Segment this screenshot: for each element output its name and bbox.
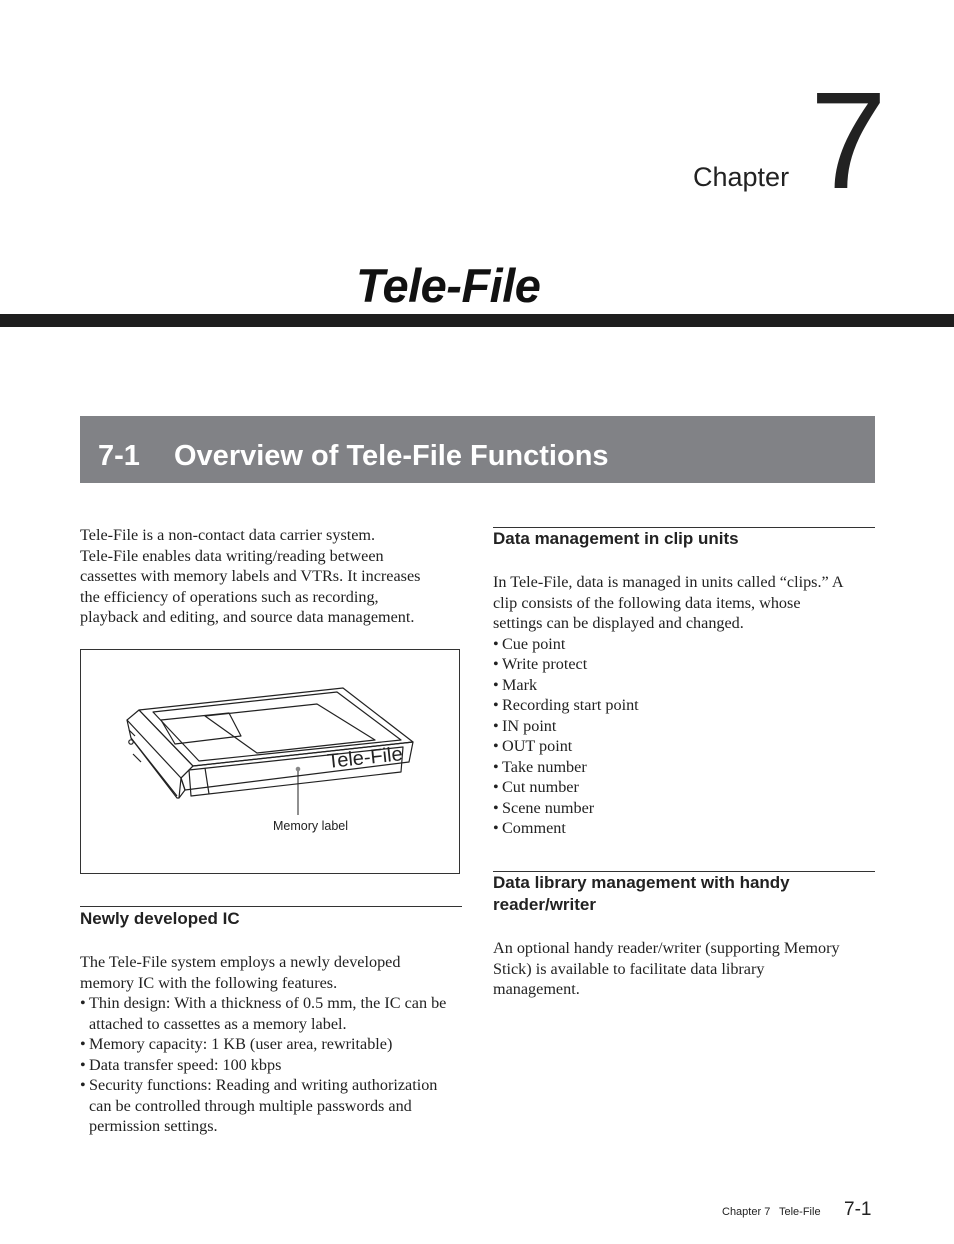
figure-box: [80, 649, 460, 874]
intro-line: Tele-File enables data writing/reading between: [80, 546, 384, 565]
intro-line: playback and editing, and source data management.: [80, 608, 415, 626]
library-paragraph: [493, 938, 878, 1000]
memory-label-marker: [296, 767, 301, 772]
list-item: • Cut number: [493, 777, 878, 798]
list-item: • Recording start point: [493, 695, 878, 716]
footer-chapter-title: Tele-File: [779, 1206, 821, 1218]
list-item: • Security functions: Reading and writing authorization can be controlled through multiple passwords and permission settings.: [80, 1075, 462, 1137]
list-item: • Cue point: [493, 634, 878, 655]
section-banner: [80, 416, 875, 483]
chapter-label: Chapter: [693, 162, 790, 192]
clip-paragraph: [493, 572, 878, 839]
list-item: • Comment: [493, 818, 878, 839]
title-rule: [0, 314, 954, 327]
list-item: • Scene number: [493, 798, 878, 819]
list-item: • Take number: [493, 757, 878, 778]
subhead-data-library: [493, 872, 875, 916]
intro-line: Tele-File is a non-contact data carrier system.: [80, 526, 376, 544]
chapter-title: Tele-File: [356, 259, 541, 312]
ic-feature-list: [80, 993, 462, 1137]
intro-line: the efficiency of operations such as recording,: [80, 587, 379, 606]
list-item: • Data transfer speed: 100 kbps: [80, 1055, 462, 1076]
subhead-clip-units: Data management in clip units: [493, 529, 739, 548]
chapter-number: 7: [810, 64, 887, 218]
library-line: Stick) is available to facilitate data library: [493, 959, 765, 978]
section-title: Overview of Tele-File Functions: [174, 440, 609, 472]
ic-intro-line: The Tele-File system employs a newly developed: [80, 953, 401, 971]
cassette-logo-text: Tele-File: [326, 743, 404, 773]
footer-page-number: 7-1: [844, 1199, 872, 1220]
ic-paragraph: [80, 952, 462, 1137]
library-line: An optional handy reader/writer (supporting Memory: [493, 939, 840, 957]
subhead-line: reader/writer: [493, 895, 596, 914]
list-item: • Memory capacity: 1 KB (user area, rewritable): [80, 1034, 462, 1055]
clip-intro-line: clip consists of the following data items, whose: [493, 593, 801, 612]
list-item: • Thin design: With a thickness of 0.5 mm, the IC can be attached to cassettes as a memory label.: [80, 993, 462, 1034]
clip-intro-line: settings can be displayed and changed.: [493, 614, 744, 632]
intro-line: cassettes with memory labels and VTRs. It increases: [80, 567, 421, 585]
subhead-rule: [80, 906, 462, 907]
library-line: management.: [493, 980, 580, 998]
section-number: 7-1: [98, 440, 140, 472]
figure-caption: Memory label: [273, 819, 349, 833]
list-item: • Write protect: [493, 654, 878, 675]
list-item: • OUT point: [493, 736, 878, 757]
intro-paragraph: [80, 525, 465, 628]
subhead-newly-developed-ic: Newly developed IC: [80, 909, 240, 928]
list-item: • Mark: [493, 675, 878, 696]
ic-intro-line: memory IC with the following features.: [80, 973, 338, 992]
subhead-line: Data library management with handy: [493, 873, 790, 892]
list-item: • IN point: [493, 716, 878, 737]
clip-intro-line: In Tele-File, data is managed in units called “clips.” A: [493, 573, 844, 591]
cassette-illustration: [81, 650, 459, 873]
footer-chapter-label: Chapter 7: [722, 1206, 771, 1218]
clip-data-items-list: [493, 634, 878, 839]
